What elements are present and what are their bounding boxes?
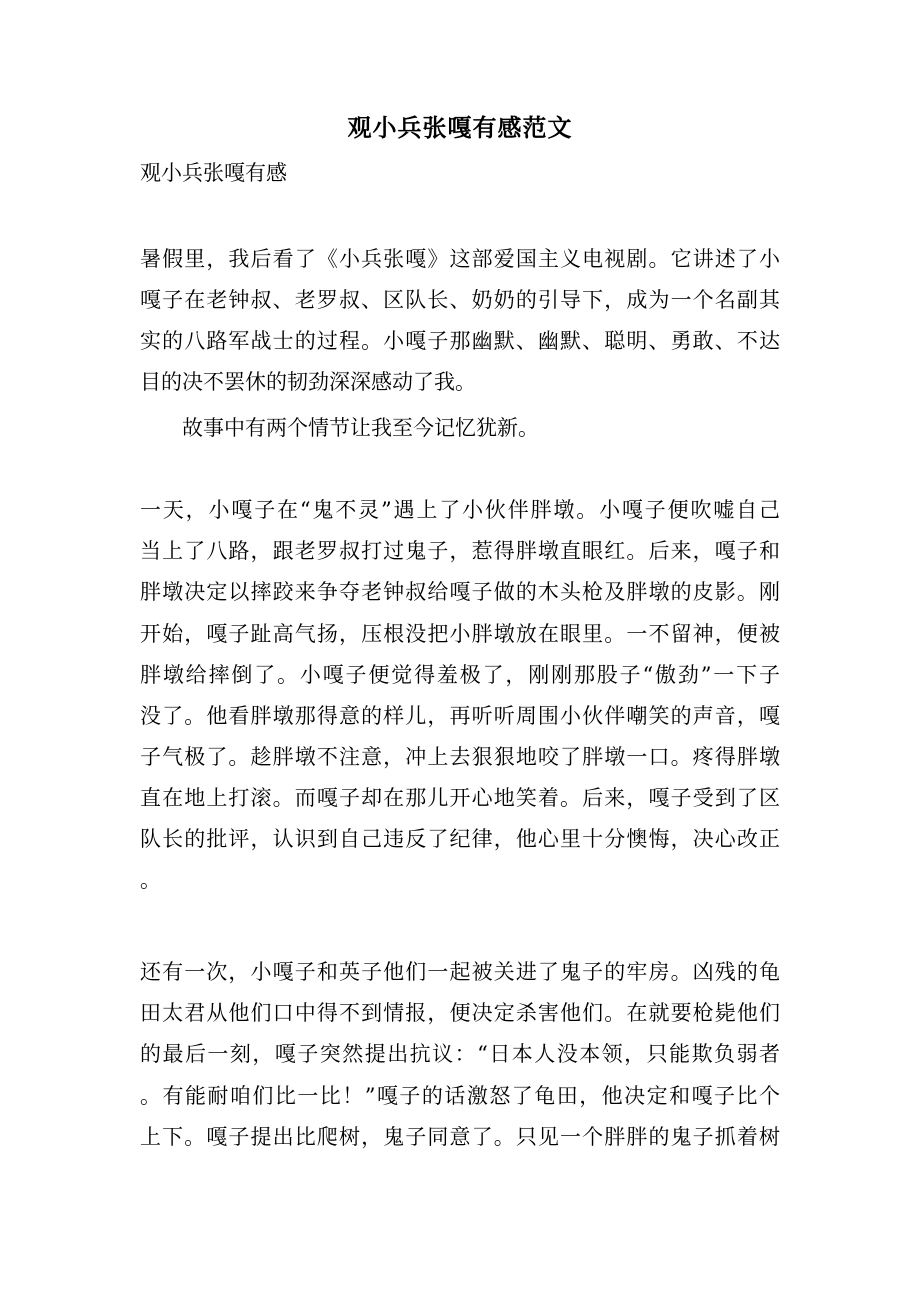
- paragraph-3-line-1: 一天，小嘎子在“鬼不灵”遇上了小伙伴胖墩。小嘎子便吹嘘自己: [140, 498, 780, 522]
- paragraph-1-line-1: 暑假里，我后看了《小兵张嘎》这部爱国主义电视剧。它讲述了小: [140, 247, 780, 271]
- paragraph-3-line-8: 直在地上打滚。而嘎子却在那儿开心地笑着。后来，嘎子受到了区: [140, 786, 780, 810]
- document-subtitle: 观小兵张嘎有感: [140, 161, 287, 185]
- paragraph-1-line-3: 实的八路军战士的过程。小嘎子那幽默、幽默、聪明、勇敢、不达: [140, 329, 780, 353]
- paragraph-4-line-5: 上下。嘎子提出比爬树，鬼子同意了。只见一个胖胖的鬼子抓着树: [140, 1125, 780, 1149]
- paragraph-4-line-1: 还有一次，小嘎子和英子他们一起被关进了鬼子的牢房。凶残的龟: [140, 960, 780, 984]
- paragraph-3-line-5: 胖墩给摔倒了。小嘎子便觉得羞极了，刚刚那股子“傲劲”一下子: [140, 663, 780, 687]
- paragraph-1-line-2: 嘎子在老钟叔、老罗叔、区队长、奶奶的引导下，成为一个名副其: [140, 288, 780, 312]
- paragraph-3-line-6: 没了。他看胖墩那得意的样儿，再听听周围小伙伴嘲笑的声音，嘎: [140, 704, 780, 728]
- document-title: 观小兵张嘎有感范文: [347, 113, 573, 142]
- paragraph-4-line-2: 田太君从他们口中得不到情报，便决定杀害他们。在就要枪毙他们: [140, 1001, 780, 1025]
- paragraph-1-line-4: 目的决不罢休的韧劲深深感动了我。: [140, 370, 476, 394]
- paragraph-2-line-1: 故事中有两个情节让我至今记忆犹新。: [182, 416, 539, 440]
- paragraph-3-line-4: 开始，嘎子趾高气扬，压根没把小胖墩放在眼里。一不留神，便被: [140, 622, 780, 646]
- paragraph-4-line-4: 。有能耐咱们比一比！”嘎子的话激怒了龟田，他决定和嘎子比个: [140, 1084, 780, 1108]
- paragraph-3-line-9: 队长的批评，认识到自己违反了纪律，他心里十分懊悔，决心改正: [140, 827, 780, 851]
- paragraph-3-line-7: 子气极了。趁胖墩不注意，冲上去狠狠地咬了胖墩一口。疼得胖墩: [140, 745, 780, 769]
- paragraph-3-line-3: 胖墩决定以摔跤来争夺老钟叔给嘎子做的木头枪及胖墩的皮影。刚: [140, 580, 780, 604]
- paragraph-4-line-3: 的最后一刻，嘎子突然提出抗议：“日本人没本领，只能欺负弱者: [140, 1042, 780, 1066]
- paragraph-3-line-2: 当上了八路，跟老罗叔打过鬼子，惹得胖墩直眼红。后来，嘎子和: [140, 539, 780, 563]
- paragraph-3-line-10: 。: [140, 868, 161, 892]
